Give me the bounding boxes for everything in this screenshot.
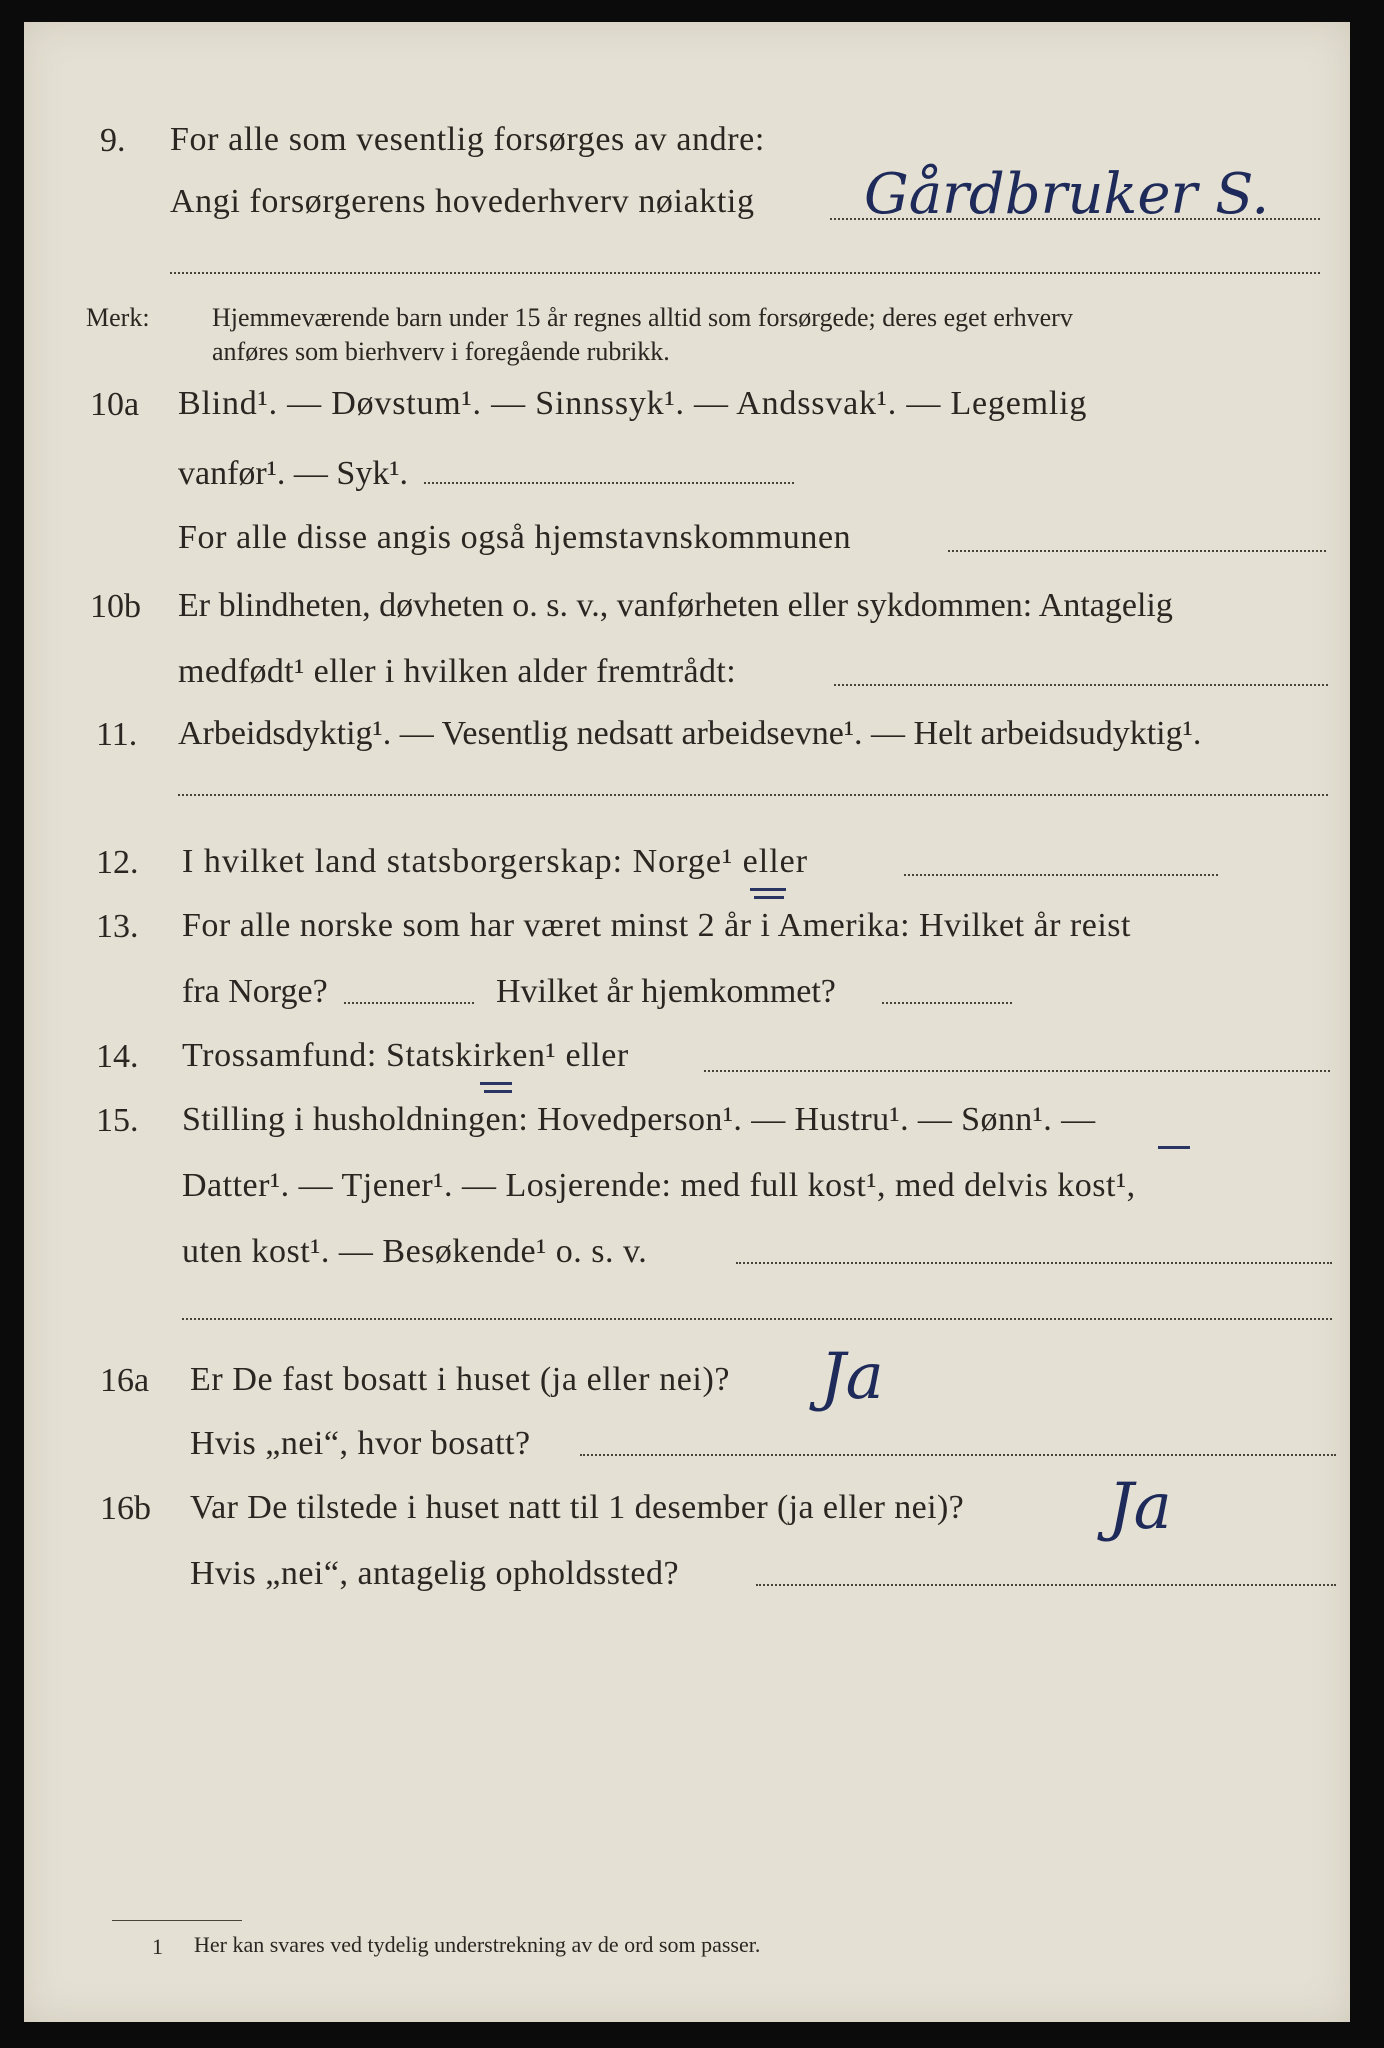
q16b-number: 16b [100, 1490, 151, 1527]
q16a-number: 16a [100, 1362, 150, 1399]
q16a-line2: Hvis „nei“, hvor bosatt? [190, 1425, 531, 1462]
norge-underline-mark-2 [754, 896, 784, 899]
merk-label: Merk: [86, 303, 150, 332]
q10a-number: 10a [90, 386, 140, 423]
q16a-handwritten-answer: Ja [820, 1340, 884, 1414]
q16a-line1: Er De fast bosatt i huset (ja eller nei)? [190, 1361, 731, 1398]
q14-number: 14. [96, 1038, 139, 1075]
q13-line2b: Hvilket år hjemkommet? [496, 973, 836, 1010]
statskirken-underline-mark [480, 1082, 512, 1085]
q12-line1: I hvilket land statsborgerskap: Norge¹ eller [182, 843, 809, 880]
q9-extra-line [170, 272, 1320, 274]
statskirken-underline-mark-2 [484, 1090, 512, 1093]
q9-line2: Angi forsørgerens hovederhverv nøiaktig [170, 183, 755, 220]
norge-underline-mark [750, 888, 786, 891]
q10a-syk-line [424, 482, 794, 484]
q10a-line1: Blind¹. — Døvstum¹. — Sinnssyk¹. — Andssvak¹. — Legemlig [178, 385, 1088, 422]
q9-answer-line [830, 218, 1320, 220]
q16b-line2: Hvis „nei“, antagelig opholdssted? [190, 1555, 680, 1592]
q13-reist-line [344, 1002, 474, 1004]
q10b-answer-line [834, 684, 1328, 686]
footnote-rule [112, 1920, 242, 1921]
q9-line1: For alle som vesentlig forsørges av andre: [170, 121, 765, 158]
q14-line1: Trossamfund: Statskirken¹ eller [182, 1037, 629, 1074]
q13-number: 13. [96, 908, 139, 945]
q15-answer-line [736, 1262, 1332, 1264]
q15-line3: uten kost¹. — Besøkende¹ o. s. v. [182, 1233, 648, 1270]
q16b-answer-line [756, 1584, 1336, 1586]
q10b-line2: medfødt¹ eller i hvilken alder fremtrådt: [178, 653, 737, 690]
q10a-line2: vanfør¹. — Syk¹. [178, 455, 409, 492]
q12-number: 12. [96, 844, 139, 881]
q15-line1: Stilling i husholdningen: Hovedperson¹. — Hustru¹. — Sønn¹. — [182, 1101, 1096, 1138]
q11-extra-line [178, 794, 1328, 796]
merk-line1: Hjemmeværende barn under 15 år regnes alltid som forsørgede; deres eget erhverv [212, 303, 1073, 332]
q16a-answer-line [580, 1454, 1336, 1456]
q16b-line1: Var De tilstede i huset natt til 1 desember (ja eller nei)? [190, 1489, 965, 1526]
q15-line2: Datter¹. — Tjener¹. — Losjerende: med full kost¹, med delvis kost¹, [182, 1167, 1136, 1204]
census-form-page [24, 22, 1350, 2022]
q10b-number: 10b [90, 588, 141, 625]
q15-number: 15. [96, 1102, 139, 1139]
footnote-mark: 1 [152, 1934, 163, 1959]
q13-hjemkommet-line [882, 1002, 1012, 1004]
q11-line1: Arbeidsdyktig¹. — Vesentlig nedsatt arbeidsevne¹. — Helt arbeidsudyktig¹. [178, 715, 1202, 752]
q11-number: 11. [96, 716, 138, 753]
q13-line1: For alle norske som har været minst 2 år i Amerika: Hvilket år reist [182, 907, 1131, 944]
q9-number: 9. [100, 122, 126, 159]
q9-handwritten-answer: Gårdbruker S. [864, 162, 1270, 227]
q13-line2a: fra Norge? [182, 973, 328, 1010]
q12-answer-line [904, 874, 1218, 876]
q14-answer-line [704, 1070, 1330, 1072]
q16b-handwritten-answer: Ja [1108, 1470, 1172, 1544]
footnote-text: Her kan svares ved tydelig understrekning av de ord som passer. [194, 1932, 761, 1957]
q10b-line1: Er blindheten, døvheten o. s. v., vanførheten eller sykdommen: Antagelig [178, 587, 1173, 624]
merk-line2: anføres som bierhverv i foregående rubrikk. [212, 337, 670, 366]
q15-extra-line [182, 1318, 1332, 1320]
sonn-underline-mark [1158, 1146, 1190, 1149]
q10a-line3: For alle disse angis også hjemstavnskommunen [178, 519, 852, 556]
q10a-kommune-line [948, 550, 1326, 552]
